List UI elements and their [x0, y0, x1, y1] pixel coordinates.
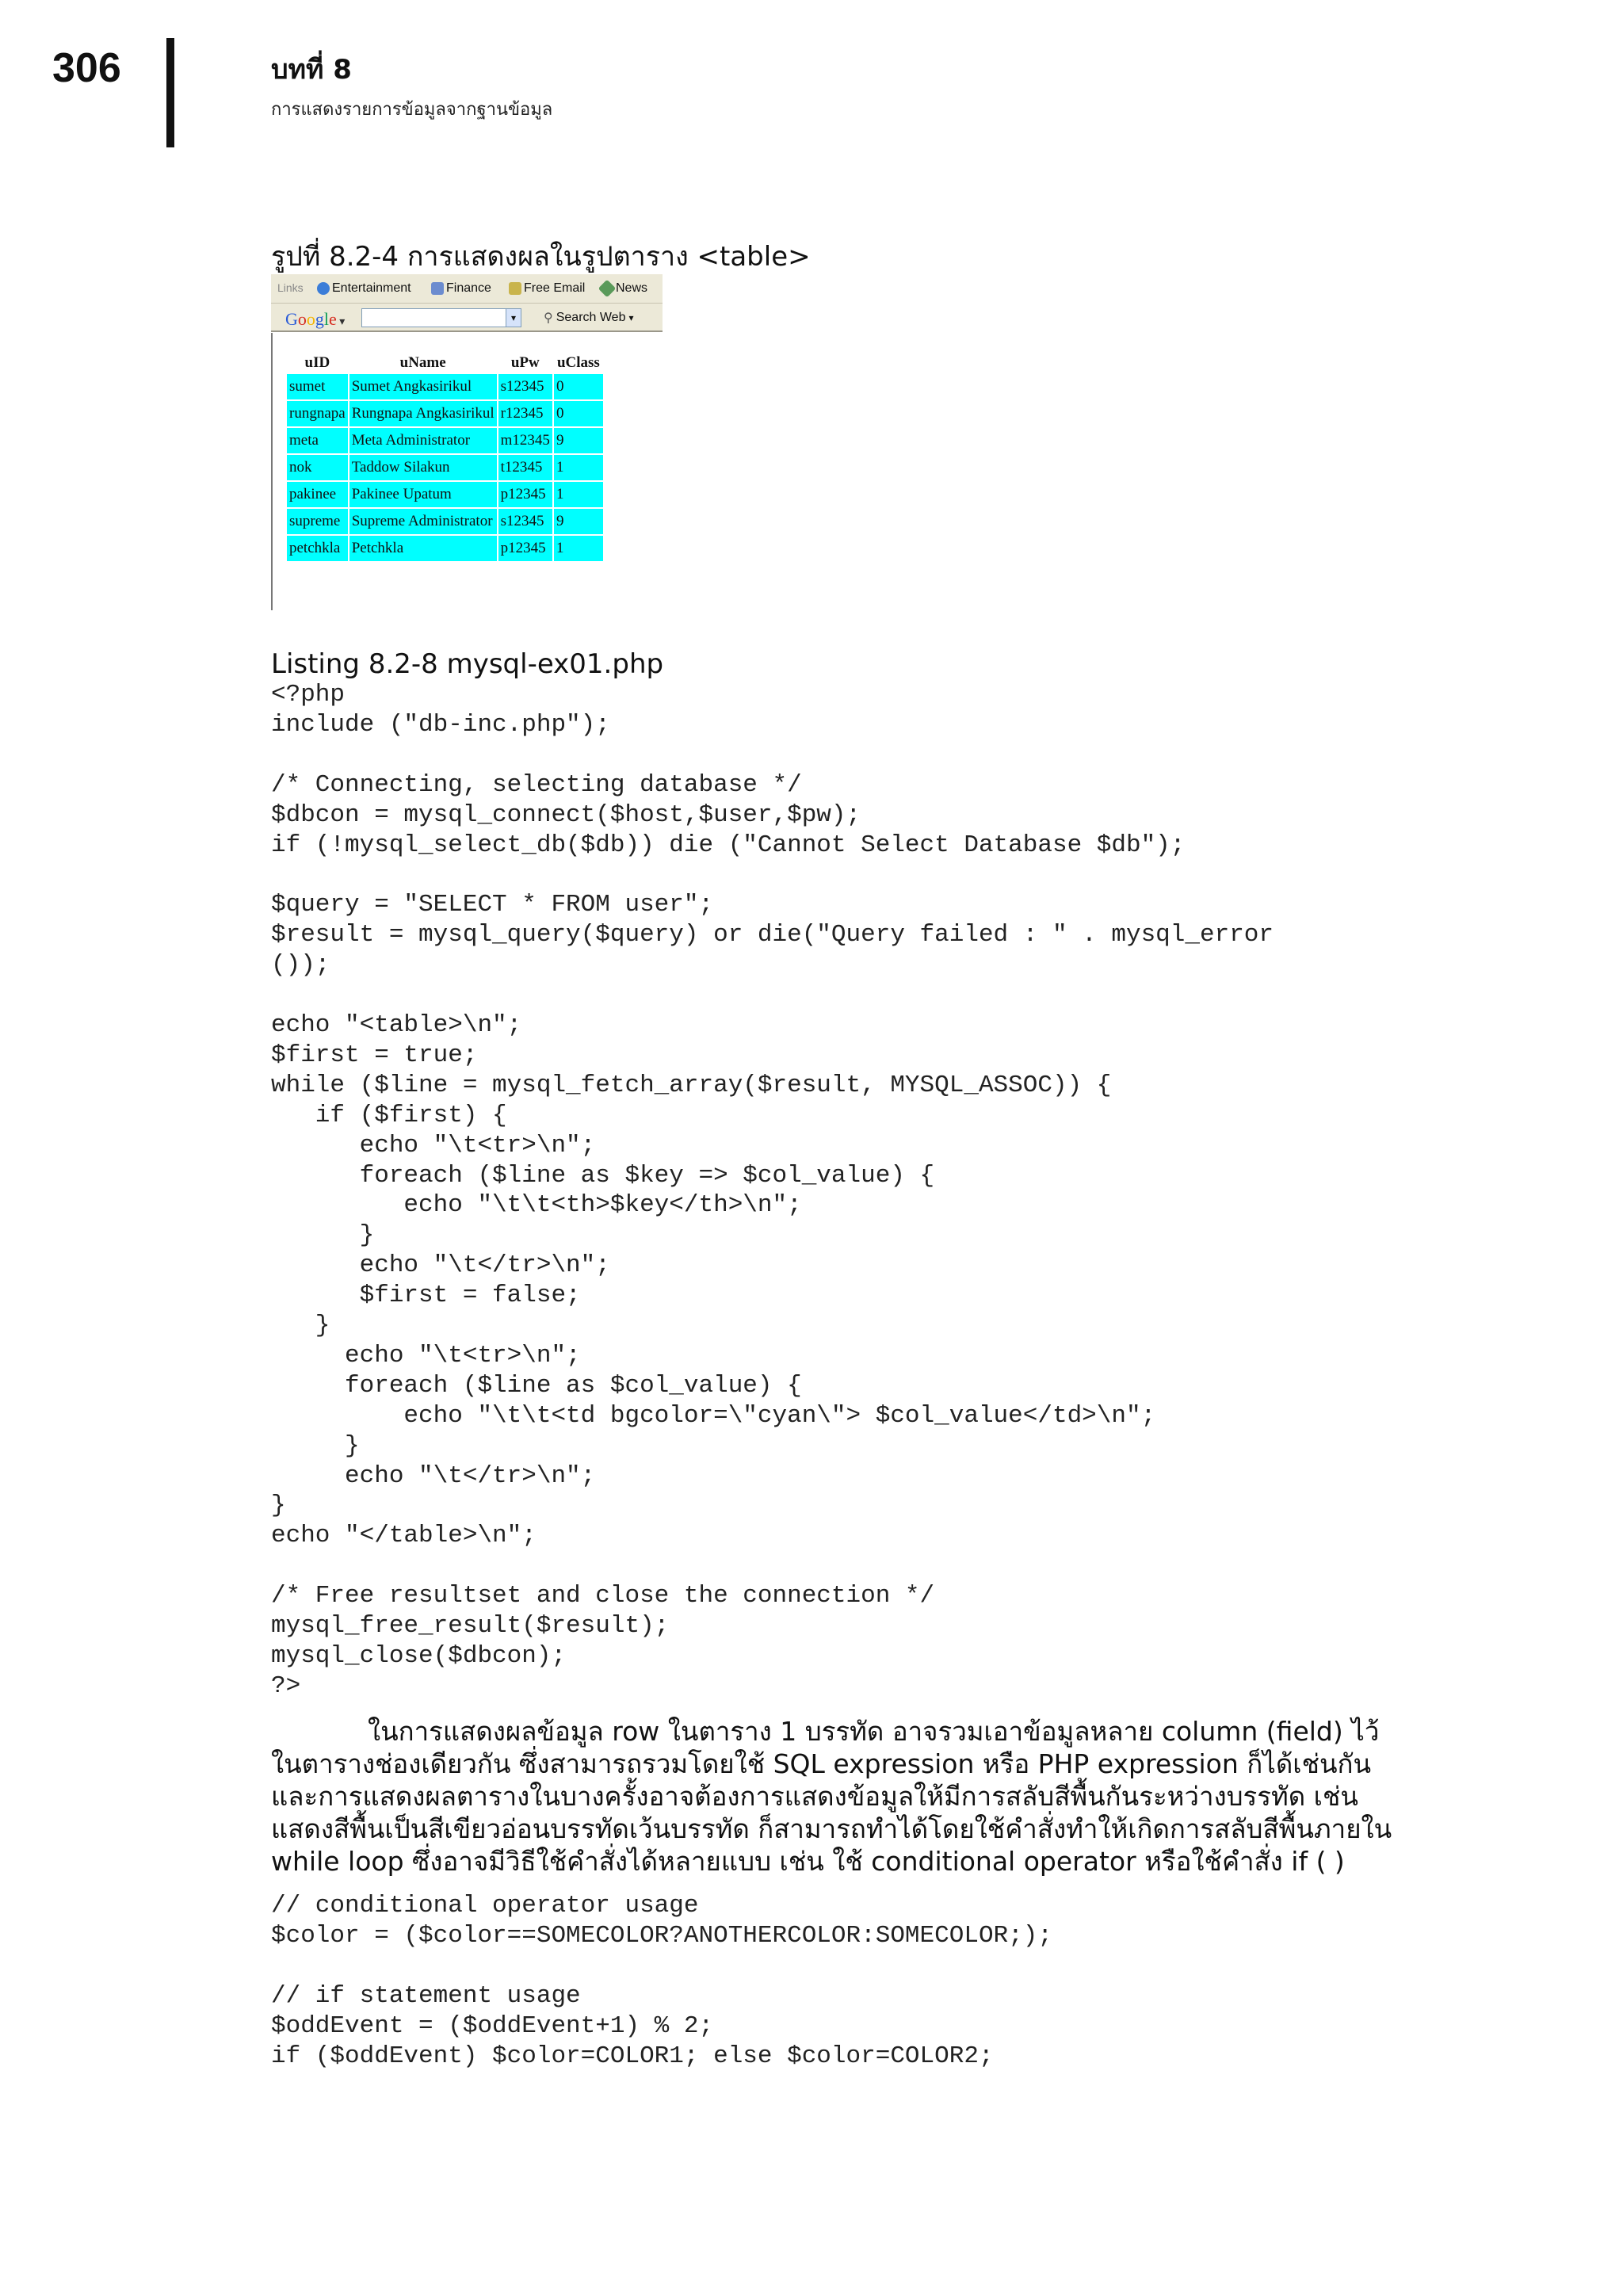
links-item-label: Entertainment [332, 281, 411, 295]
figure-caption: รูปที่ 8.2-4 การแสดงผลในรูปตาราง <table> [271, 241, 811, 273]
links-label: Links [277, 281, 304, 294]
google-toolbar [271, 304, 663, 332]
header-divider [166, 38, 174, 147]
email-icon [509, 282, 521, 295]
table-row [287, 401, 603, 426]
page-content [271, 333, 663, 610]
paragraph-line: และการแสดงผลตารางในบางครั้งอาจต้องการแสดงข้อมูลให้มีการสลับสีพื้นกันระหว่างบรรทัด เช่น [271, 1781, 1358, 1812]
code-listing: <?php include ("db-inc.php"); /* Connecting, selecting database */ $dbcon = mysql_connect($host,$user,$pw); if (!mysql_select_db($db)) die ("Cannot Select Database $db"); $query = "SELECT * FROM user"; $result = mysql_query($query) or die("Query failed : " . mysql_error ()); echo "<table>\n"; $first = true; while ($line = mysql_fetch_array($result, MYSQL_ASSOC)) { if ($first) { echo "\t<tr>\n"; foreach ($line as $key => $col_value) { echo "\t\t<th>$key</th>\n"; } echo "\t</tr>\n"; $first = false; } echo "\t<tr>\n"; foreach ($line as $col_value) { echo "\t\t<td bgcolor=\"cyan\"> $col_value</td>\n"; } echo "\t</tr>\n"; } echo "</table>\n"; /* Free resultset and close the connection */ mysql_free_result($result); mysql_close($dbcon); ?> [271, 681, 1274, 1700]
table-cell: 1 [554, 482, 603, 507]
table-cell: p12345 [498, 482, 552, 507]
table-cell: 0 [554, 374, 603, 399]
column-header: uName [399, 354, 446, 371]
table-cell: pakinee [287, 482, 348, 507]
chevron-down-icon[interactable]: ▾ [506, 309, 521, 327]
paragraph-line: ในการแสดงผลข้อมูล row ในตาราง 1 บรรทัด อาจรวมเอาข้อมูลหลาย column (field) ไว้ [368, 1716, 1380, 1747]
table-cell: p12345 [498, 536, 552, 561]
table-cell: supreme [287, 509, 348, 534]
news-icon [598, 280, 617, 298]
links-item-news[interactable] [601, 281, 647, 296]
table-row [287, 374, 603, 399]
table-cell: 1 [554, 536, 603, 561]
chapter-title: บทที่ 8 [271, 54, 352, 86]
table-cell: 9 [554, 509, 603, 534]
binoculars-icon: ⚲ [544, 311, 553, 325]
google-logo[interactable]: Google ▾ [285, 309, 346, 329]
body-paragraph [271, 1715, 1436, 1878]
table-cell: t12345 [498, 455, 552, 480]
table-row [287, 509, 603, 534]
page-number: 306 [52, 45, 121, 91]
table-cell: Taddow Silakun [349, 455, 497, 480]
column-header: uID [304, 354, 330, 371]
table-cell: Pakinee Upatum [349, 482, 497, 507]
table-cell: Rungnapa Angkasirikul [349, 401, 497, 426]
column-header: uClass [556, 354, 600, 371]
links-item-label: News [616, 281, 648, 295]
table-cell: 1 [554, 455, 603, 480]
links-item-label: Finance [446, 281, 491, 295]
table-cell: s12345 [498, 374, 552, 399]
listing-title: Listing 8.2-8 mysql-ex01.php [271, 648, 664, 680]
table-cell: 9 [554, 428, 603, 453]
table-cell: Meta Administrator [349, 428, 497, 453]
links-item-free-email[interactable] [509, 281, 585, 296]
search-web-label: Search Web [556, 311, 626, 324]
table-cell: Petchkla [349, 536, 497, 561]
code-snippet: // conditional operator usage $color = ($color==SOMECOLOR?ANOTHERCOLOR:SOMECOLOR;); // if statement usage $oddEvent = ($oddEvent+1) % 2; if ($oddEvent) $color=COLOR1; else $color=COLOR2; [271, 1892, 1052, 2070]
document-icon [431, 282, 444, 295]
chevron-down-icon: ▾ [628, 312, 634, 323]
paragraph-line: while loop ซึ่งอาจมีวิธีใช้คำสั่งได้หลายแบบ เช่น ใช้ conditional operator หรือใช้คำสั่ง if ( ) [271, 1846, 1345, 1877]
user-table [285, 352, 605, 563]
links-item-label: Free Email [524, 281, 586, 295]
table-cell: Supreme Administrator [349, 509, 497, 534]
links-toolbar [271, 274, 663, 304]
table-row [287, 428, 603, 453]
browser-screenshot [271, 274, 663, 610]
table-row [287, 536, 603, 561]
table-cell: s12345 [498, 509, 552, 534]
table-cell: nok [287, 455, 348, 480]
table-cell: sumet [287, 374, 348, 399]
chapter-subtitle: การแสดงรายการข้อมูลจากฐานข้อมูล [271, 100, 553, 120]
table-cell: Sumet Angkasirikul [349, 374, 497, 399]
paragraph-line: ในตารางช่องเดียวกัน ซึ่งสามารถรวมโดยใช้ SQL expression หรือ PHP expression ก็ได้เช่นกัน [271, 1748, 1372, 1779]
column-header: uPw [510, 354, 540, 371]
links-item-entertainment[interactable] [317, 281, 411, 296]
table-cell: r12345 [498, 401, 552, 426]
table-header-row [287, 353, 603, 372]
search-input[interactable] [361, 308, 521, 327]
table-cell: m12345 [498, 428, 552, 453]
table-cell: petchkla [287, 536, 348, 561]
globe-icon [317, 282, 330, 295]
table-cell: rungnapa [287, 401, 348, 426]
table-cell: meta [287, 428, 348, 453]
links-item-finance[interactable] [431, 281, 491, 296]
table-row [287, 455, 603, 480]
table-row [287, 482, 603, 507]
paragraph-line: แสดงสีพื้นเป็นสีเขียวอ่อนบรรทัดเว้นบรรทัด ก็สามารถทำได้โดยใช้คำสั่งทำให้เกิดการสลับสีพื้นภายใน [271, 1813, 1392, 1844]
search-web-button[interactable] [544, 310, 634, 326]
table-cell: 0 [554, 401, 603, 426]
